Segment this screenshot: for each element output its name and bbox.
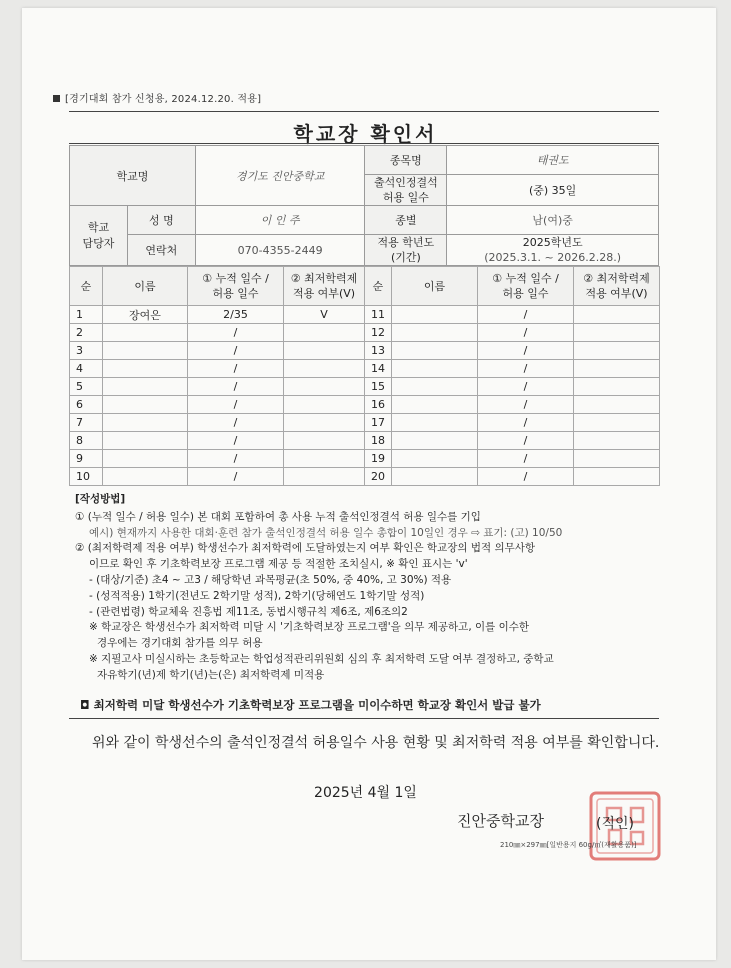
table-row (70, 450, 660, 468)
row-number: 3 (70, 342, 103, 360)
year-value: 2025학년도 (2025.3.1. ~ 2026.2.28.) (447, 235, 659, 266)
min-check-cell (574, 360, 660, 378)
min-check-cell (574, 468, 660, 486)
row-number: 5 (70, 378, 103, 396)
instruction-line: - (성적적용) 1학기(전년도 2학기말 성적), 2학기(당해연도 1학기말 성적) (89, 589, 425, 602)
days-cell: / (188, 378, 284, 396)
instruction-line: 예시) 현재까지 사용한 대회·훈련 참가 출석인정결석 허용 일수 총합이 10일인 경우 ⇨ 표기: (고) 10/50 (89, 526, 563, 539)
principal-name: 진안중학교장 (457, 812, 544, 830)
instruction-line: ① (누적 일수 / 허용 일수) 본 대회 포함하여 총 사용 누적 출석인정결석 허용 일수를 기입 (75, 510, 481, 523)
table-row (70, 342, 660, 360)
name-label: 성 명 (127, 206, 195, 235)
name-value: 이 인 주 (195, 206, 365, 235)
table-row (70, 414, 660, 432)
top-rule (69, 111, 659, 112)
row-number: 2 (70, 324, 103, 342)
table-row (70, 324, 660, 342)
row-number: 16 (365, 396, 392, 414)
attendance-label: 출석인정결석 허용 일수 (365, 175, 447, 206)
days-cell: / (188, 324, 284, 342)
table-row (70, 396, 660, 414)
manager-label: 학교 담당자 (70, 206, 128, 266)
days-cell: / (478, 414, 574, 432)
header-no: 순 (365, 267, 392, 306)
min-check-cell (574, 432, 660, 450)
student-name (103, 396, 188, 414)
instruction-line: ※ 지필고사 미실시하는 초등학교는 학업성적관리위원회 심의 후 최저학력 도달 여부 결정하고, 중학교 (89, 652, 554, 665)
header-min: ② 최저학력제 적용 여부(V) (574, 267, 660, 306)
final-warning: ◘ 최저학력 미달 학생선수가 기초학력보장 프로그램을 미이수하면 학교장 확인서 발급 불가 (80, 698, 541, 712)
row-number: 12 (365, 324, 392, 342)
days-cell: / (478, 360, 574, 378)
gender-value: 남(여)중 (447, 206, 659, 235)
header-name: 이름 (392, 267, 478, 306)
document-title: 학교장 확인서 (293, 122, 438, 146)
table-row (70, 306, 660, 324)
instruction-line: - (대상/기준) 초4 ~ 고3 / 해당학년 과목평균(초 50%, 중 40%, 고 30%) 적용 (89, 573, 452, 586)
table-row (70, 468, 660, 486)
days-cell: / (188, 432, 284, 450)
row-number: 11 (365, 306, 392, 324)
square-bullet-icon (53, 95, 60, 102)
instruction-line: 경우에는 경기대회 참가를 의무 허용 (97, 637, 263, 650)
instructions-heading: [작성방법] (75, 493, 126, 505)
row-number: 9 (70, 450, 103, 468)
student-name (103, 360, 188, 378)
student-name (103, 450, 188, 468)
min-check-cell (284, 342, 365, 360)
instruction-line: ② (최저학력제 적용 여부) 학생선수가 최저학력에 도달하였는지 여부 확인은 학교장의 법적 의무사항 (75, 542, 536, 555)
min-check-cell (284, 360, 365, 378)
student-name (392, 342, 478, 360)
min-check-cell (284, 468, 365, 486)
sport-label: 종목명 (365, 146, 447, 175)
days-cell: / (478, 342, 574, 360)
student-roster-table (69, 266, 660, 486)
days-cell: / (478, 432, 574, 450)
contact-label: 연락처 (127, 235, 195, 266)
row-number: 17 (365, 414, 392, 432)
student-name (103, 324, 188, 342)
gender-label: 종별 (365, 206, 447, 235)
days-cell: / (478, 396, 574, 414)
days-cell: / (188, 414, 284, 432)
student-name (392, 432, 478, 450)
min-check-cell (284, 432, 365, 450)
instruction-line: - (관련법령) 학교체육 진흥법 제11조, 동법시행규칙 제6조, 제6조의2 (89, 605, 408, 618)
school-label: 학교명 (70, 146, 196, 206)
days-cell: / (478, 306, 574, 324)
row-number: 14 (365, 360, 392, 378)
instruction-line: 자유학기(년)제 학기(년)는(은) 최저학력제 미적용 (97, 668, 325, 681)
min-check-cell (284, 396, 365, 414)
attendance-value: (중) 35일 (447, 175, 659, 206)
paper-spec-note: 210㎜×297㎜[일반용지 60g/㎡(재활용품)] (500, 841, 637, 849)
table-row (70, 378, 660, 396)
days-cell: / (478, 468, 574, 486)
min-check-cell (574, 450, 660, 468)
row-number: 19 (365, 450, 392, 468)
min-check-cell (574, 324, 660, 342)
row-number: 10 (70, 468, 103, 486)
seal-label: (직인) (596, 816, 634, 832)
table-row (70, 360, 660, 378)
confirmation-text: 위와 같이 학생선수의 출석인정결석 허용일수 사용 현황 및 최저학력 적용 여부를 확인합니다. (92, 735, 660, 751)
min-check-cell (574, 414, 660, 432)
min-check-cell (574, 396, 660, 414)
min-check-cell (284, 414, 365, 432)
min-check-cell (574, 342, 660, 360)
student-name (103, 432, 188, 450)
student-name (392, 414, 478, 432)
days-cell: / (188, 450, 284, 468)
min-check-cell (574, 306, 660, 324)
days-cell: / (478, 378, 574, 396)
row-number: 4 (70, 360, 103, 378)
row-number: 6 (70, 396, 103, 414)
row-number: 18 (365, 432, 392, 450)
year-label: 적용 학년도 (기간) (365, 235, 447, 266)
school-value: 경기도 진안중학교 (195, 146, 365, 206)
issue-date: 2025년 4월 1일 (314, 785, 417, 801)
student-name (103, 378, 188, 396)
min-check-cell (574, 378, 660, 396)
student-name (103, 414, 188, 432)
min-check-cell: V (284, 306, 365, 324)
row-number: 1 (70, 306, 103, 324)
instruction-line: 이므로 확인 후 기초학력보장 프로그램 제공 등 적절한 조치실시, ※ 확인 표시는 'v' (89, 558, 468, 571)
header-days: ① 누적 일수 / 허용 일수 (478, 267, 574, 306)
roster-header-row (70, 267, 660, 306)
student-name (392, 360, 478, 378)
days-cell: / (478, 450, 574, 468)
title-rule (69, 143, 659, 144)
row-number: 20 (365, 468, 392, 486)
days-cell: / (188, 396, 284, 414)
student-name (103, 468, 188, 486)
row-number: 13 (365, 342, 392, 360)
student-name (392, 378, 478, 396)
header-days: ① 누적 일수 / 허용 일수 (188, 267, 284, 306)
student-name (392, 324, 478, 342)
header-name: 이름 (103, 267, 188, 306)
header-min: ② 최저학력제 적용 여부(V) (284, 267, 365, 306)
info-table (69, 145, 659, 266)
student-name (103, 342, 188, 360)
days-cell: / (478, 324, 574, 342)
student-name (392, 396, 478, 414)
instruction-line: ※ 학교장은 학생선수가 최저학력 미달 시 '기초학력보장 프로그램'을 의무 제공하고, 이를 이수한 (89, 621, 530, 634)
student-name: 장여은 (103, 306, 188, 324)
student-name (392, 468, 478, 486)
instructions-section (75, 492, 675, 684)
days-cell: / (188, 468, 284, 486)
header-note: [경기대회 참가 신청용, 2024.12.20. 적용] (53, 90, 261, 105)
row-number: 7 (70, 414, 103, 432)
bottom-rule (69, 718, 659, 719)
student-name (392, 306, 478, 324)
student-name (392, 450, 478, 468)
row-number: 8 (70, 432, 103, 450)
sport-value: 태권도 (447, 146, 659, 175)
days-cell: / (188, 342, 284, 360)
min-check-cell (284, 324, 365, 342)
min-check-cell (284, 378, 365, 396)
min-check-cell (284, 450, 365, 468)
header-no: 순 (70, 267, 103, 306)
contact-value: 070-4355-2449 (195, 235, 365, 266)
row-number: 15 (365, 378, 392, 396)
days-cell: 2/35 (188, 306, 284, 324)
days-cell: / (188, 360, 284, 378)
table-row (70, 432, 660, 450)
